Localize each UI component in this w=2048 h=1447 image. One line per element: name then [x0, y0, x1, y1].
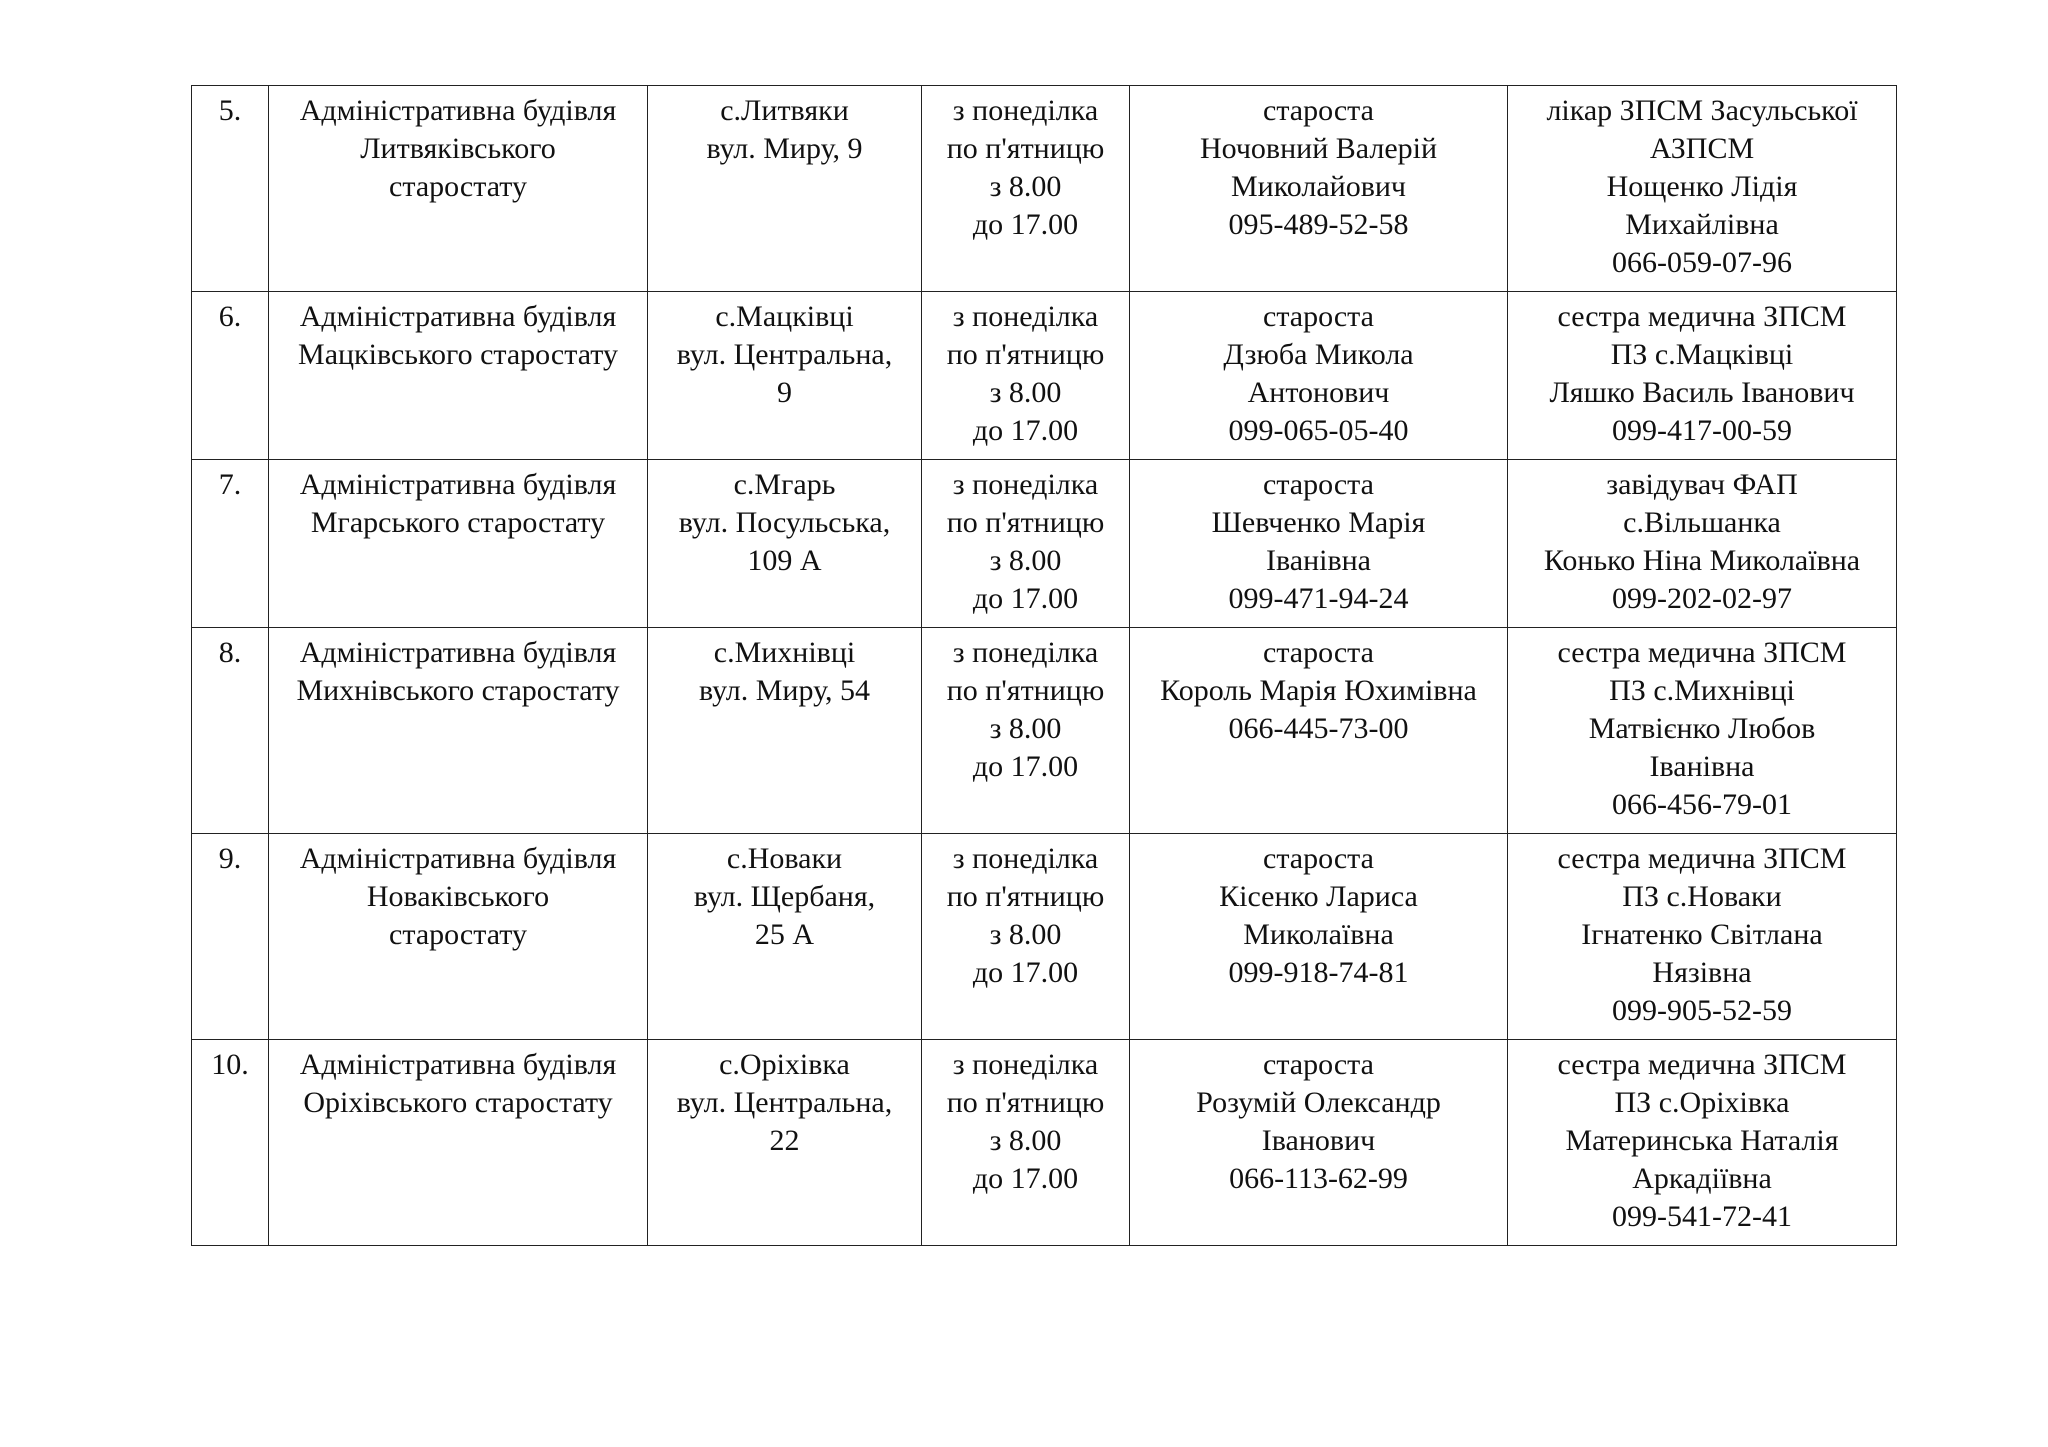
- head-contact-line: староста: [1263, 468, 1374, 501]
- head-contact-line: Шевченко Марія: [1211, 506, 1426, 539]
- table-row: [192, 292, 1897, 460]
- address-line: вул. Центральна,: [676, 1086, 893, 1119]
- medic-contact-line: Ляшко Василь Іванович: [1549, 376, 1855, 409]
- address-cell: [648, 292, 922, 460]
- medic-contact-line: ПЗ с.Мацківці: [1610, 338, 1794, 371]
- building-line: Новаківського: [366, 880, 550, 913]
- medic-contact-line: сестра медична ЗПСМ: [1557, 842, 1847, 875]
- address-line: 22: [769, 1124, 800, 1157]
- schedule-cell: [922, 460, 1130, 628]
- address-line: вул. Миру, 9: [706, 132, 863, 165]
- schedule-line: з понеділка: [952, 1048, 1099, 1081]
- medic-contact-line: сестра медична ЗПСМ: [1557, 636, 1847, 669]
- schedule-cell: [922, 834, 1130, 1040]
- medic-contact-line: Іванівна: [1649, 750, 1755, 783]
- head-contact-line: староста: [1263, 94, 1374, 127]
- schedule-line: по п'ятницю: [946, 674, 1105, 707]
- medic-contact-line: с.Вільшанка: [1623, 506, 1781, 539]
- table-row: [192, 1040, 1897, 1246]
- head-contact-line: Король Марія Юхимівна: [1160, 674, 1477, 707]
- row-number: 6.: [218, 300, 242, 333]
- building-line: Мгарського старостату: [310, 506, 606, 539]
- building-cell: [269, 628, 648, 834]
- address-line: с.Литвяки: [720, 94, 849, 127]
- medic-contact-line: Нощенко Лідія: [1606, 170, 1798, 203]
- head-contact-line: староста: [1263, 1048, 1374, 1081]
- schedule-line: з понеділка: [952, 842, 1099, 875]
- address-line: вул. Щербаня,: [693, 880, 876, 913]
- medic-contact-line: Михайлівна: [1625, 208, 1779, 241]
- medic-contact-line: АЗПСМ: [1649, 132, 1755, 165]
- medic-contact-line: 066-456-79-01: [1612, 788, 1792, 821]
- medic-contact-cell: [1508, 834, 1897, 1040]
- address-line: 9: [777, 376, 792, 409]
- medic-contact-line: завідувач ФАП: [1606, 468, 1798, 501]
- head-contact-line: Дзюба Микола: [1223, 338, 1414, 371]
- building-line: Адміністративна будівля: [299, 636, 617, 669]
- head-contact-line: Іванович: [1261, 1124, 1376, 1157]
- medic-contact-line: сестра медична ЗПСМ: [1557, 300, 1847, 333]
- head-contact-line: 099-065-05-40: [1228, 414, 1409, 447]
- medic-contact-line: Матвієнко Любов: [1588, 712, 1816, 745]
- head-contact-cell: [1130, 1040, 1508, 1246]
- schedule-line: з 8.00: [989, 1124, 1062, 1157]
- address-cell: [648, 834, 922, 1040]
- building-line: Адміністративна будівля: [299, 300, 617, 333]
- head-contact-line: 099-918-74-81: [1228, 956, 1409, 989]
- schedule-line: по п'ятницю: [946, 1086, 1105, 1119]
- address-line: 25 А: [754, 918, 815, 951]
- building-cell: [269, 86, 648, 292]
- row-number-cell: [192, 292, 269, 460]
- schedule-cell: [922, 86, 1130, 292]
- head-contact-line: 066-113-62-99: [1229, 1162, 1408, 1195]
- row-number: 10.: [211, 1048, 249, 1081]
- head-contact-line: староста: [1263, 300, 1374, 333]
- schedule-line: з 8.00: [989, 918, 1062, 951]
- head-contact-line: Миколаївна: [1243, 918, 1394, 951]
- building-line: старостату: [389, 918, 527, 951]
- head-contact-line: 095-489-52-58: [1228, 208, 1409, 241]
- address-cell: [648, 628, 922, 834]
- schedule-line: по п'ятницю: [946, 132, 1105, 165]
- medic-contact-line: Аркадіївна: [1632, 1162, 1772, 1195]
- building-line: Мацківського старостату: [298, 338, 618, 371]
- schedule-cell: [922, 292, 1130, 460]
- medic-contact-line: 099-905-52-59: [1612, 994, 1792, 1027]
- schedule-line: з понеділка: [952, 94, 1099, 127]
- row-number-cell: [192, 834, 269, 1040]
- schedule-cell: [922, 1040, 1130, 1246]
- address-line: с.Михнівці: [713, 636, 856, 669]
- building-line: Адміністративна будівля: [299, 842, 617, 875]
- table-row: [192, 86, 1897, 292]
- head-contact-line: Ночовний Валерій: [1199, 132, 1438, 165]
- address-line: вул. Посульська,: [678, 506, 891, 539]
- head-contact-line: 066-445-73-00: [1228, 712, 1409, 745]
- schedule-line: до 17.00: [972, 208, 1079, 241]
- table-row: [192, 834, 1897, 1040]
- building-line: Адміністративна будівля: [299, 1048, 617, 1081]
- schedule-line: з понеділка: [952, 468, 1099, 501]
- schedule-line: до 17.00: [972, 750, 1079, 783]
- row-number-cell: [192, 628, 269, 834]
- address-line: вул. Миру, 54: [698, 674, 871, 707]
- medic-contact-line: Нязівна: [1652, 956, 1752, 989]
- building-line: старостату: [389, 170, 527, 203]
- row-number-cell: [192, 1040, 269, 1246]
- medic-contact-cell: [1508, 1040, 1897, 1246]
- building-line: Адміністративна будівля: [299, 468, 617, 501]
- medic-contact-cell: [1508, 460, 1897, 628]
- row-number-cell: [192, 460, 269, 628]
- row-number: 7.: [218, 468, 242, 501]
- address-line: с.Оріхівка: [719, 1048, 850, 1081]
- building-cell: [269, 1040, 648, 1246]
- schedule-line: з 8.00: [989, 376, 1062, 409]
- row-number: 8.: [218, 636, 242, 669]
- head-contact-cell: [1130, 628, 1508, 834]
- medic-contact-cell: [1508, 292, 1897, 460]
- medic-contact-line: лікар ЗПСМ Засульської: [1546, 94, 1858, 127]
- head-contact-cell: [1130, 460, 1508, 628]
- building-cell: [269, 834, 648, 1040]
- address-line: с.Мгарь: [733, 468, 836, 501]
- medic-contact-line: 099-202-02-97: [1612, 582, 1792, 615]
- schedule-line: до 17.00: [972, 956, 1079, 989]
- schedule-cell: [922, 628, 1130, 834]
- schedule-line: з 8.00: [989, 170, 1062, 203]
- building-line: Адміністративна будівля: [299, 94, 617, 127]
- head-contact-line: староста: [1263, 636, 1374, 669]
- table-row: [192, 460, 1897, 628]
- row-number: 9.: [218, 842, 242, 875]
- schedule-line: до 17.00: [972, 1162, 1079, 1195]
- schedule-line: з понеділка: [952, 300, 1099, 333]
- head-contact-line: Антонович: [1247, 376, 1390, 409]
- address-cell: [648, 1040, 922, 1246]
- row-number: 5.: [218, 94, 242, 127]
- medic-contact-line: Конько Ніна Миколаївна: [1543, 544, 1861, 577]
- head-contact-line: Кісенко Лариса: [1219, 880, 1418, 913]
- address-line: с.Новаки: [726, 842, 843, 875]
- address-cell: [648, 86, 922, 292]
- schedule-line: до 17.00: [972, 582, 1079, 615]
- medic-contact-line: Материнська Наталія: [1565, 1124, 1839, 1157]
- address-line: с.Мацківці: [715, 300, 854, 333]
- head-contact-line: Миколайович: [1230, 170, 1407, 203]
- schedule-line: до 17.00: [972, 414, 1079, 447]
- schedule-line: по п'ятницю: [946, 880, 1105, 913]
- address-cell: [648, 460, 922, 628]
- building-cell: [269, 460, 648, 628]
- table-body: [192, 86, 1897, 1246]
- head-contact-line: староста: [1263, 842, 1374, 875]
- schedule-line: по п'ятницю: [946, 506, 1105, 539]
- medic-contact-line: ПЗ с.Михнівці: [1609, 674, 1795, 707]
- medic-contact-line: Ігнатенко Світлана: [1581, 918, 1823, 951]
- medic-contact-cell: [1508, 628, 1897, 834]
- head-contact-cell: [1130, 292, 1508, 460]
- head-contact-cell: [1130, 86, 1508, 292]
- medic-contact-line: ПЗ с.Новаки: [1622, 880, 1782, 913]
- schedule-line: з 8.00: [989, 544, 1062, 577]
- row-number-cell: [192, 86, 269, 292]
- building-line: Михнівського старостату: [296, 674, 620, 707]
- head-contact-line: 099-471-94-24: [1228, 582, 1409, 615]
- medic-contact-line: ПЗ с.Оріхівка: [1614, 1086, 1790, 1119]
- address-line: 109 А: [747, 544, 822, 577]
- schedule-line: по п'ятницю: [946, 338, 1105, 371]
- medic-contact-line: сестра медична ЗПСМ: [1557, 1048, 1847, 1081]
- address-line: вул. Центральна,: [676, 338, 893, 371]
- contacts-table: [191, 85, 1897, 1246]
- table-row: [192, 628, 1897, 834]
- head-contact-line: Іванівна: [1266, 544, 1371, 577]
- head-contact-cell: [1130, 834, 1508, 1040]
- head-contact-line: Розумій Олександр: [1196, 1086, 1441, 1119]
- building-line: Литвяківського: [360, 132, 556, 165]
- building-cell: [269, 292, 648, 460]
- medic-contact-line: 099-541-72-41: [1612, 1200, 1792, 1233]
- schedule-line: з понеділка: [952, 636, 1099, 669]
- schedule-line: з 8.00: [989, 712, 1062, 745]
- medic-contact-line: 099-417-00-59: [1612, 414, 1792, 447]
- building-line: Оріхівського старостату: [303, 1086, 613, 1119]
- medic-contact-cell: [1508, 86, 1897, 292]
- medic-contact-line: 066-059-07-96: [1612, 246, 1792, 279]
